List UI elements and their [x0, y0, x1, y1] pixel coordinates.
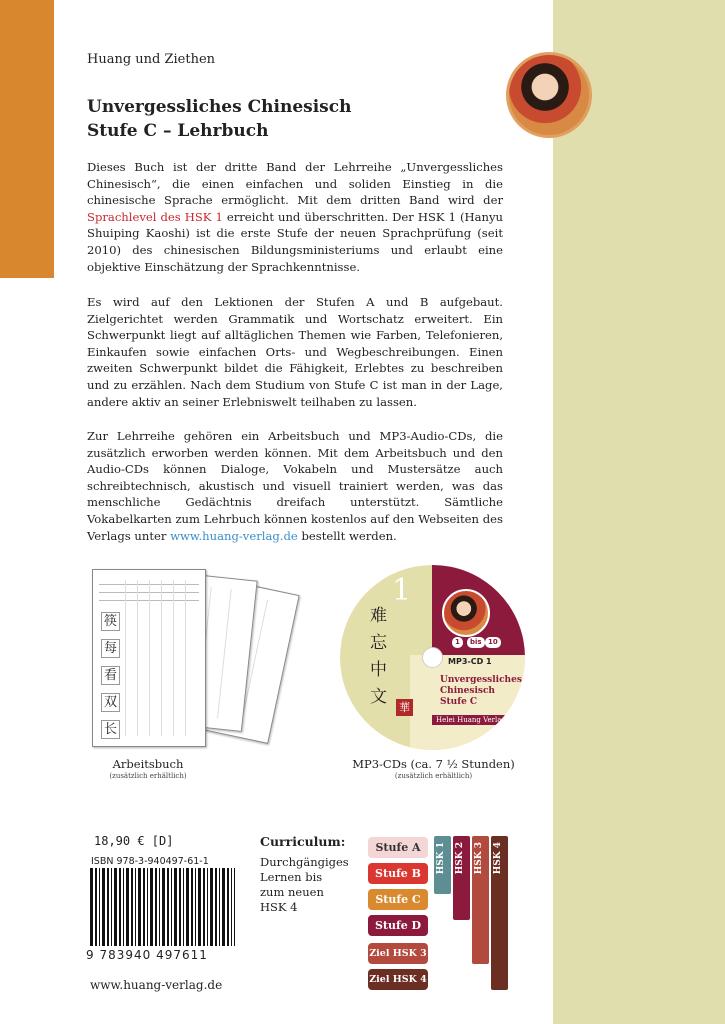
title-line-2: Stufe C – Lehrbuch [87, 121, 269, 141]
level-stufe-c: Stufe C [368, 889, 428, 910]
cd-subcaption: (zusätzlich erhältlich) [394, 772, 473, 780]
barcode-stripe [174, 868, 177, 946]
hsk-bar-label: HSK 1 [436, 842, 446, 875]
cd-publisher: Helei Huang Verlag [432, 715, 510, 725]
workbook-subcaption: (zusätzlich erhältlich) [109, 772, 187, 780]
barcode-stripe [215, 868, 217, 946]
barcode-stripe [203, 868, 205, 946]
cd-title [440, 675, 520, 708]
level-stufe-b: Stufe B [368, 863, 428, 884]
barcode-stripe [123, 868, 124, 946]
barcode-stripe [147, 868, 148, 946]
cd-char: 难 [370, 606, 387, 626]
barcode-stripe [102, 868, 105, 946]
hsk-bar-2 [453, 836, 470, 920]
hsk-bar-3 [472, 836, 489, 964]
curriculum-heading: Curriculum: [260, 834, 346, 849]
workbook-glyph: 双 [101, 693, 120, 712]
paragraph-3-text-b: bestellt werden. [297, 528, 397, 543]
publisher-link[interactable]: www.huang-verlag.de [170, 528, 298, 543]
cd-center-hole [422, 647, 443, 668]
workbook-glyph: 筷 [101, 612, 120, 631]
barcode-stripe [135, 868, 136, 946]
barcode-stripe [111, 868, 112, 946]
workbook-illustration [88, 565, 288, 755]
barcode-stripe [143, 868, 145, 946]
isbn-label: ISBN 978-3-940497-61-1 [91, 856, 209, 867]
barcode-stripe [167, 868, 169, 946]
price-label: 18,90 € [D] [94, 834, 174, 848]
hsk-bar-label: HSK 4 [493, 842, 503, 875]
cd-range-start: 1 [452, 637, 463, 648]
barcode-stripe [179, 868, 181, 946]
mp3-cd-illustration [340, 565, 525, 750]
barcode-digits: 9 783940 497611 [86, 948, 208, 962]
barcode-stripe [234, 868, 235, 946]
barcode-stripe [186, 868, 189, 946]
cd-label: MP3-CD 1 [448, 657, 492, 666]
isbn-barcode [90, 868, 235, 946]
barcode-stripe [162, 868, 165, 946]
barcode-stripe [198, 868, 201, 946]
barcode-stripe [114, 868, 117, 946]
cd-range-mid: bis [467, 637, 485, 648]
level-stufe-a: Stufe A [368, 837, 428, 858]
publisher-url[interactable]: www.huang-verlag.de [90, 978, 223, 992]
title-line-1: Unvergessliches Chinesisch [87, 97, 352, 117]
author-portrait [506, 52, 592, 138]
book-title [87, 95, 351, 143]
cd-range-end: 10 [485, 637, 501, 648]
barcode-stripe [119, 868, 121, 946]
cd-chinese-title [370, 603, 390, 711]
paragraph-1-text-b: erreicht und überschritten. Der HSK 1 (Hanyu Shuiping Kaoshi) ist die erste Stufe der neuen Sprachprüfung (seit 2010) des chinesischen Bildungsministeriums und erlaubt eine objektive Einschätzung der Sprachkenntnisse. [87, 209, 503, 274]
paragraph-3-text-a: Zur Lehrreihe gehören ein Arbeitsbuch und MP3-Audio-CDs, die zusätzlich erworben werden können. Mit dem Arbeitsbuch und den Audio-CDs können Dialoge, Vokabeln und Mustersätze auch schreibtechnisch, akustisch und visuell trainiert werden, was das menschliche Gedächtnis dreifach unterstützt. Sämtliche Vokabelkarten zum Lehrbuch können kostenlos auf den Webseiten des Verlags unter [87, 429, 503, 543]
cd-char: 中 [370, 660, 387, 680]
level-stufe-d: Stufe D [368, 915, 428, 936]
cd-char: 文 [370, 687, 387, 707]
workbook-page-front [92, 569, 206, 747]
barcode-stripe [150, 868, 153, 946]
hsk-bar-label: HSK 3 [474, 842, 484, 875]
workbook-glyph: 长 [101, 720, 120, 739]
barcode-stripe [95, 868, 97, 946]
barcode-stripe [195, 868, 196, 946]
barcode-stripe [155, 868, 157, 946]
cd-title-line: Unvergessliches [440, 675, 522, 685]
cream-side-band [553, 0, 725, 1024]
barcode-stripe [191, 868, 193, 946]
curriculum-text: Durchgängiges Lernen bis zum neuen HSK 4 [260, 855, 349, 914]
workbook-caption: Arbeitsbuch [112, 757, 184, 771]
barcode-stripe [131, 868, 133, 946]
description-paragraph-2: Es wird auf den Lektionen der Stufen A und B aufgebaut. Zielgerichtet werden Grammatik und Wortschatz erweitert. Ein Schwerpunkt liegt auf alltäglichen Themen wie Farben, Telefonieren, Einkaufen sowie einfachen Orts- und Wegbeschreibungen. Einen zweiten Schwerpunkt bildet die Fähigkeit, Erlebtes zu beschreiben und zu erzählen. Nach dem Studium von Stufe C ist man in der Lage, andere aktiv an seiner Erlebniswelt teilhaben zu lassen. [87, 295, 503, 409]
workbook-glyph: 看 [101, 666, 120, 685]
barcode-stripe [207, 868, 208, 946]
cd-caption: MP3-CDs (ca. 7 ½ Stunden) [352, 757, 515, 771]
orange-accent-band [0, 0, 54, 278]
cd-title-line: Chinesisch [440, 686, 495, 696]
workbook-glyph: 每 [101, 639, 120, 658]
barcode-stripe [222, 868, 225, 946]
barcode-stripe [219, 868, 220, 946]
author-line: Huang und Ziethen [87, 52, 216, 67]
barcode-stripe [107, 868, 109, 946]
barcode-stripe [90, 868, 93, 946]
cd-title-line: Stufe C [440, 697, 478, 707]
level-ziel-hsk4: Ziel HSK 4 [368, 969, 428, 990]
barcode-stripe [231, 868, 232, 946]
hsk-bar-1 [434, 836, 451, 894]
cd-char: 忘 [370, 633, 387, 653]
barcode-stripe [138, 868, 141, 946]
level-ziel-hsk3: Ziel HSK 3 [368, 943, 428, 964]
barcode-stripe [159, 868, 160, 946]
paragraph-1-text-a: Dieses Buch ist der dritte Band der Lehrreihe „Unvergessliches Chinesisch“, die einen einfachen und soliden Einstieg in die chinesische Sprache ermöglicht. Mit dem dritten Band wird der [87, 160, 503, 208]
barcode-stripe [210, 868, 213, 946]
hsk-bar-4 [491, 836, 508, 990]
cd-number: 1 [392, 573, 412, 608]
description-paragraph-1 [87, 159, 503, 275]
barcode-stripe [99, 868, 100, 946]
hsk-bar-label: HSK 2 [455, 842, 465, 875]
barcode-stripe [183, 868, 184, 946]
barcode-stripe [126, 868, 129, 946]
cd-author-photo [442, 589, 490, 637]
barcode-stripe [171, 868, 172, 946]
cd-seal: 華 [396, 699, 413, 716]
barcode-stripe [227, 868, 229, 946]
description-paragraph-3 [87, 428, 503, 544]
hsk-level-highlight: Sprachlevel des HSK 1 [87, 209, 223, 224]
